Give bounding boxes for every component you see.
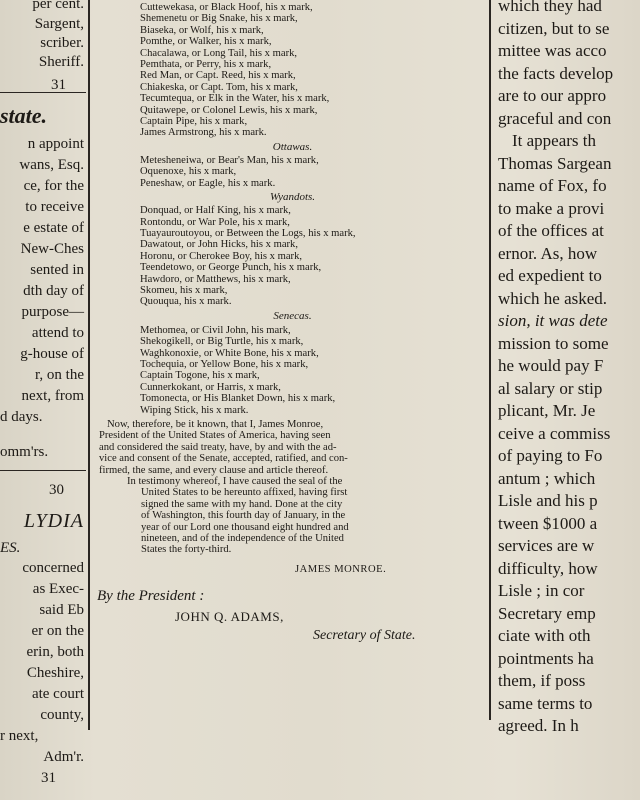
testimony-line: United States to be hereunto affixed, having first — [141, 487, 348, 499]
by-the-president: By the President : — [97, 587, 205, 604]
right-line: tween $1000 a — [498, 513, 598, 533]
left-heading: state. — [0, 103, 48, 128]
right-line: ciate with oth — [498, 626, 591, 645]
right-line: which he asked. — [498, 288, 608, 308]
name-line: Donquad, or Half King, his x mark, — [140, 205, 291, 217]
right-line: are to our appro — [498, 86, 607, 105]
name-line: Tomonecta, or His Blanket Down, his x mark, — [140, 393, 336, 405]
name-line: Oquenoxe, his x mark, — [140, 166, 237, 178]
left-line: g-house of — [20, 346, 84, 362]
testimony-line: of Washington, this fourth day of January, in the — [141, 510, 346, 522]
testimony-line: States the forty-third. — [141, 544, 232, 556]
right-line: graceful and con — [498, 108, 612, 128]
name-line: Quouqua, his x mark. — [140, 296, 232, 308]
left-line: d days. — [0, 409, 43, 425]
proclamation-line: firmed, the same, and every clause and article thereof. — [99, 464, 329, 476]
name-line: Hawdoro, or Matthews, his x mark, — [140, 273, 291, 285]
left-line: Cheshire, — [26, 665, 84, 681]
testimony-line: nineteen, and of the independence of the United — [141, 533, 344, 545]
left-line: concerned — [22, 560, 84, 576]
heading-ottawas: Ottawas. — [272, 140, 313, 153]
left-line: to receive — [25, 199, 84, 215]
name-line: Chiakeska, or Capt. Tom, his x mark, — [140, 81, 298, 93]
left-line: attend to — [31, 325, 84, 341]
left-line: omm'rs. — [0, 444, 49, 460]
name-line: Red Man, or Capt. Reed, his x mark, — [140, 70, 296, 82]
left-line: Sargent, — [34, 16, 84, 32]
left-line: r next, — [0, 728, 39, 744]
right-line: ernor. As, how — [498, 243, 598, 263]
name-line: Metesheneiwa, or Bear's Man, his x mark, — [140, 154, 319, 166]
left-line: erin, both — [26, 644, 84, 660]
right-line: ceive a commiss — [498, 423, 611, 443]
right-line: ed expedient to — [498, 266, 602, 285]
left-line: ES. — [0, 540, 21, 556]
name-line: Captain Togone, his x mark, — [140, 370, 260, 382]
right-line: mission to some — [498, 333, 609, 353]
right-line: Thomas Sargean — [498, 153, 612, 173]
left-line: ce, for the — [23, 178, 84, 194]
left-line: 30 — [49, 482, 64, 498]
proclamation-line: President of the United States of America, having seen — [99, 430, 331, 442]
name-line: Dawatout, or John Hicks, his x mark, — [140, 239, 299, 251]
right-line: to make a provi — [498, 198, 605, 218]
name-line: Chacalawa, or Long Tail, his x mark, — [140, 47, 298, 59]
name-line: Teendetowo, or George Punch, his x mark, — [140, 262, 322, 274]
left-line: Sheriff. — [38, 54, 84, 70]
name-line: Skomeu, his x mark, — [140, 284, 228, 296]
left-line: sented in — [30, 262, 84, 278]
name-line: Shekogikell, or Big Turtle, his x mark, — [140, 336, 304, 348]
name-line: Quitawepe, or Colonel Lewis, his x mark, — [140, 104, 318, 116]
proclamation-line: vice and consent of the Senate, accepted, ratified, and con- — [99, 453, 348, 465]
name-line: Rontondu, or War Pole, his x mark, — [140, 216, 290, 228]
name-line: Shemenetu or Big Snake, his x mark, — [140, 13, 298, 25]
name-line: Pemthata, or Perry, his x mark, — [140, 59, 272, 71]
left-line: e estate of — [23, 220, 84, 236]
column-rule-left — [88, 0, 90, 730]
heading-wyandots: Wyandots. — [269, 191, 316, 204]
right-line: them, if poss — [498, 671, 586, 690]
right-line: difficulty, how — [498, 558, 598, 578]
left-line: r, on the — [35, 367, 84, 383]
left-line: New-Ches — [20, 241, 84, 257]
right-line: al salary or stip — [498, 378, 603, 398]
name-line: Captain Pipe, his x mark, — [140, 116, 248, 128]
right-line: Lisle ; in cor — [498, 581, 585, 600]
name-line: Waghkonoxie, or White Bone, his x mark, — [140, 347, 319, 359]
left-line: er on the — [31, 623, 84, 639]
right-line: he would pay F — [498, 356, 604, 375]
right-line: sion, it was dete — [498, 311, 608, 330]
name-line: Cunnerkokant, or Harris, x mark, — [140, 381, 281, 393]
left-line: 31 — [41, 770, 56, 786]
left-column — [0, 0, 86, 800]
left-line: said Eb — [39, 602, 84, 618]
left-line: 31 — [51, 77, 66, 93]
right-line: same terms to — [498, 693, 593, 713]
left-line: n appoint — [27, 136, 84, 152]
right-line: Lisle and his p — [498, 491, 598, 510]
name-line: Pomthe, or Walker, his x mark, — [140, 36, 272, 48]
right-line: the facts develop — [498, 63, 614, 83]
left-line: per cent. — [32, 0, 84, 12]
proclamation-line: and considered the said treaty, have, by and with the ad- — [99, 441, 337, 453]
secretary-title: Secretary of State. — [313, 627, 416, 643]
signature-adams: JOHN Q. ADAMS, — [175, 608, 284, 624]
name-line: Tuayauroutoyou, or Between the Logs, his x mark, — [140, 227, 356, 239]
name-line: James Armstrong, his x mark. — [140, 127, 267, 139]
left-line: Adm'r. — [43, 749, 84, 765]
name-line: Cuttewekasa, or Black Hoof, his x mark, — [140, 2, 313, 13]
signature-monroe: JAMES MONROE. — [295, 563, 387, 575]
right-line: agreed. In h — [498, 716, 579, 735]
name-line: Tochequia, or Yellow Bone, his x mark, — [140, 358, 309, 370]
right-line: services are w — [498, 536, 595, 555]
right-line: plicant, Mr. Je — [498, 401, 596, 420]
left-line: ate court — [31, 686, 84, 702]
testimony-line: signed the same with my hand. Done at the city — [141, 498, 343, 510]
left-heading: LYDIA — [23, 510, 84, 532]
name-line: Tecumtequa, or Elk in the Water, his x mark, — [140, 93, 330, 105]
left-line: wans, Esq. — [19, 157, 84, 173]
left-line: as Exec- — [32, 581, 84, 597]
right-line: which they had — [498, 0, 602, 15]
left-line: purpose— — [21, 304, 84, 320]
name-line: Biaseka, or Wolf, his x mark, — [140, 24, 264, 36]
right-line: It appears th — [512, 131, 597, 150]
heading-senecas: Senecas. — [273, 309, 312, 322]
right-line: of paying to Fo — [498, 446, 603, 465]
middle-column — [95, 0, 490, 800]
right-line: of the offices at — [498, 221, 604, 240]
right-line: citizen, but to se — [498, 18, 610, 38]
right-line: Secretary emp — [498, 603, 596, 623]
right-column — [492, 0, 640, 800]
left-line: dth day of — [23, 283, 84, 299]
proclamation-line: Now, therefore, be it known, that I, James Monroe, — [107, 419, 324, 430]
name-line: Methomea, or Civil John, his mark, — [140, 324, 291, 336]
testimony-line: year of our Lord one thousand eight hundred and — [141, 521, 349, 533]
right-line: pointments ha — [498, 648, 594, 668]
right-line: antum ; which — [498, 468, 596, 488]
name-line: Wiping Stick, his x mark. — [140, 404, 249, 416]
left-line: county, — [40, 707, 84, 723]
right-line: mittee was acco — [498, 41, 607, 60]
left-line: next, from — [21, 388, 84, 404]
left-line: scriber. — [40, 35, 84, 51]
testimony-line: In testimony whereof, I have caused the seal of the — [127, 476, 343, 488]
name-line: Peneshaw, or Eagle, his x mark. — [140, 177, 276, 189]
name-line: Horonu, or Cherokee Boy, his x mark, — [140, 250, 303, 262]
right-line: name of Fox, fo — [498, 176, 607, 195]
